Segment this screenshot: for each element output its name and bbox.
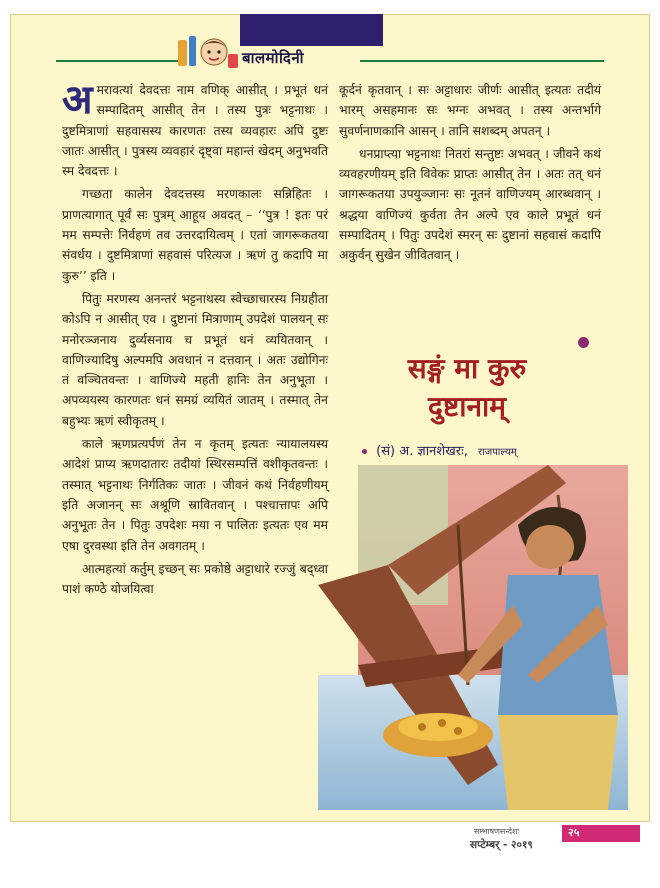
header-rule-left [56,60,180,62]
footer-rule [562,840,640,842]
author-place: राजपाल्यम् [478,447,517,458]
paragraph-2: गच्छता कालेन देवदत्तस्य मरणकालः सन्निहितः । प्राणत्यागात् पूर्वं सः पुत्रम् आहूय अवदत् – ‘‘पुत्र ! इतः परं मम सम्पत्तेः निर्वहणं तव उत्तरदायित्वम् । एतां जागरूकतया संवर्धय । दुष्टमित्राणां सहवासं परित्यज । ऋणं तु कदापि मा कुरु’’ इति । [62,187,328,283]
left-column [62,76,328,602]
magazine-name: सम्भाषणसन्देशः [474,827,520,836]
article-title [352,350,582,426]
paragraph-1 [62,76,328,181]
paragraph-4: काले ऋणप्रत्यर्पणं तेन न कृतम् इत्यतः न्यायालयस्य आदेशं प्राप्य ऋणदातारः तदीयां स्थिरसम्पत्तिं वशीकृतवन्तः । तस्मात् भट्टनाथः निर्गतिकः जातः । जीवनं कथं निर्वहणीयम् इति अजानन् सः अश्रूणि स्रावितवान् । पश्चात्तापः अपि अनुभूतः तेन । पितुः उपदेशः मया न पालितः इत्यतः एव मम एषा दुरवस्था इति तेन अवगतम् । [62,437,328,553]
section-title: बालमोदिनी [242,49,305,67]
drop-cap: अ [62,76,93,123]
paragraph-3: पितुः मरणस्य अनन्तरं भट्टनाथस्य स्वेच्छाचारस्य निग्रहीता कोऽपि न आसीत् एव । दुष्टानां मित्राणाम् उपदेशं पालयन् सः मनोरञ्जनाय दुर्व्यसनाय च प्रभूतं धनं व्ययितवान् । वाणिज्यादिषु अल्पमपि अवधानं न दत्तवान् । अतः उद्योगिनः तं वञ्चितवन्तः । वाणिज्ये महती हानिः तेन अनुभूता । अपव्ययस्य कारणतः धनं समग्रं व्ययितं जातम् । तस्मात् तेन बहुभ्यः ऋणं स्वीकृतम् । [62,291,328,428]
paragraph-7: धनप्राप्त्या भट्टनाथः नितरां सन्तुष्टः अभवत् । जीवने कथं व्यवहरणीयम् इति विवेकः प्राप्तः आसीत् तेन । अतः तत् धनं जागरूकतया उपयुञ्जानः सः नूतनं वाणिज्यम् आरब्धवान् । श्रद्धया वाणिज्यं कुर्वता तेन अल्पे एव काले प्रभूतं धनं सम्पादितम् । पितुः उपदेशं स्मरन् सः दुष्टानां सहवासं कदापि अकुर्वन् सुखेन जीवितवान् । [339,146,601,263]
paragraph-6: कूर्दनं कृतवान् । सः अट्टाधारः जीर्णः आसीत् इत्यतः तदीयं भारम् असहमानः सः भग्नः अभवत् । तस्य अन्तर्भागे सुवर्णनाणकानि आसन् । तानि सशब्दम् अपतन् । [339,83,601,138]
paragraph-1-text: मरावत्यां देवदत्तः नाम वणिक् आसीत् । प्रभूतं धनं सम्पादितम् आसीत् तेन । तस्य पुत्रः भट्टनाथः । दुष्टमित्राणां सहवासस्य कारणतः तस्य व्यवहारः अपि दुष्टः जातः आसीत् । पुत्रस्य व्यवहारं दृष्ट्वा महान्तं खेदम् अनुभवति स्म देवदत्तः । [62,83,328,179]
right-column [339,80,601,269]
article-title-line-1: सङ्गं मा कुरु [407,352,527,385]
author-name: (सं) अ. ज्ञानशेखरः, [376,444,468,459]
section-brand [176,34,366,72]
title-bullet [578,337,589,348]
byline-bullet [362,449,367,454]
kids-mascot-icon [176,34,240,72]
issue-date: सप्टेम्बर् - २०१९ [470,839,533,851]
header-rule-right [360,60,604,62]
paragraph-5: आत्महत्यां कर्तुम् इच्छन् सः प्रकोष्ठे अट्टाधारे रज्जुं बद्ध्वा पाशं कण्ठे योजयित्वा [62,561,328,597]
story-illustration [318,465,628,810]
page-number: २५ [562,825,640,840]
byline [362,441,602,459]
article-title-line-2: दुष्टानाम् [427,390,506,423]
